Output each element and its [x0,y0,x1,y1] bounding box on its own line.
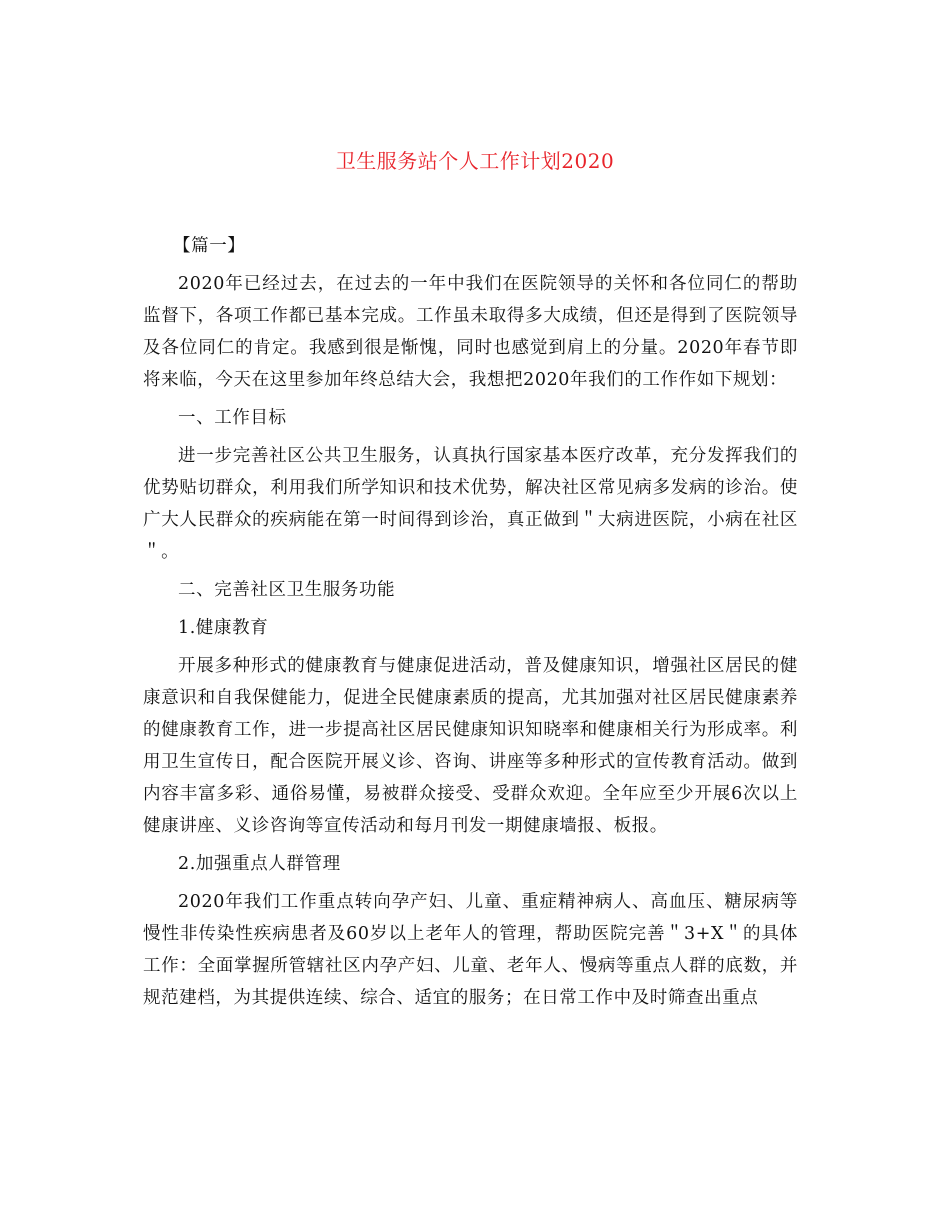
heading-service-functions: 二、完善社区卫生服务功能 [178,580,396,600]
document-body [143,230,798,1020]
section-label: 【篇一】 [173,236,246,256]
key-groups-paragraph: 2020年我们工作重点转向孕产妇、儿童、重症精神病人、高血压、糖尿病等慢性非传染性疾病患者及60岁以上老年人的管理，帮助医院完善＂3+X＂的具体工作：全面掌握所管辖社区内孕产妇、儿童、老年人、慢病等重点人群的底数，并规范建档，为其提供连续、综合、适宜的服务；在日常工作中及时筛查出重点 [143,892,798,1008]
heading-work-goals: 一、工作目标 [178,408,287,428]
goals-paragraph: 进一步完善社区公共卫生服务，认真执行国家基本医疗改革，充分发挥我们的优势贴切群众，利用我们所学知识和技术优势，解决社区常见病多发病的诊治。使广大人民群众的疾病能在第一时间得到诊治，真正做到＂大病进医院，小病在社区＂。 [143,446,798,562]
health-education-paragraph: 开展多种形式的健康教育与健康促进活动，普及健康知识，增强社区居民的健康意识和自我保健能力，促进全民健康素质的提高，尤其加强对社区居民健康素养的健康教育工作，进一步提高社区居民健康知识知晓率和健康相关行为形成率。利用卫生宣传日，配合医院开展义诊、咨询、讲座等多种形式的宣传教育活动。做到内容丰富多彩、通俗易懂，易被群众接受、受群众欢迎。全年应至少开展6次以上健康讲座、义诊咨询等宣传活动和每月刊发一期健康墙报、板报。 [143,656,798,836]
intro-paragraph: 2020年已经过去，在过去的一年中我们在医院领导的关怀和各位同仁的帮助监督下，各项工作都已基本完成。工作虽未取得多大成绩，但还是得到了医院领导及各位同仁的肯定。我感到很是惭愧，同时也感觉到肩上的分量。2020年春节即将来临，今天在这里参加年终总结大会，我想把2020年我们的工作作如下规划： [143,274,798,390]
document-title: 卫生服务站个人工作计划2020 [335,149,615,173]
subheading-health-education: 1.健康教育 [178,618,269,638]
subheading-key-groups: 2.加强重点人群管理 [178,854,341,874]
